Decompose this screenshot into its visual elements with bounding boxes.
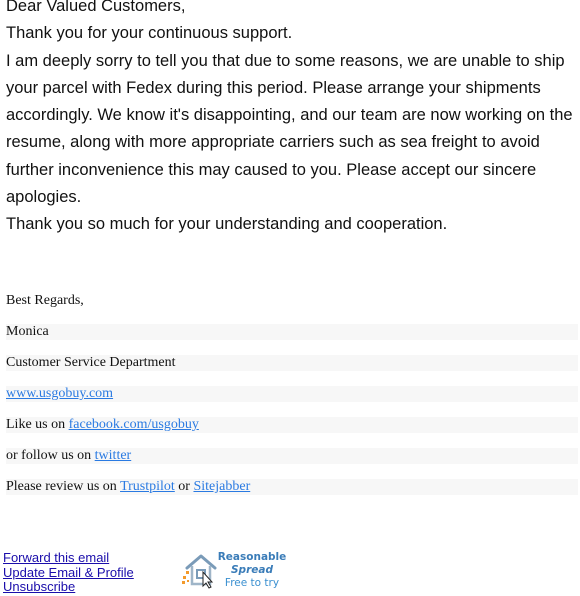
update-profile-link[interactable]: Update Email & Profile <box>3 564 134 580</box>
forward-email-link[interactable]: Forward this email <box>3 550 110 565</box>
badge-line3: Free to try <box>224 577 280 589</box>
or-text: or <box>174 479 194 494</box>
badge-line1: Reasonable <box>217 551 287 563</box>
greeting: Dear Valued Customers, <box>6 0 186 15</box>
department-text: Customer Service Department <box>6 355 176 370</box>
body-paragraph: I am deeply sorry to tell you that due to some reasons, we are unable to ship your parcel with Fedex during this period. Please arrange your shipments accordingly. We know it's disappointing, and our team are now working on the resume, along with more appropriate carriers such as sea freight to avoid further inconvenience this may caused to you. Please accept our sincere apologies. <box>6 51 573 207</box>
like-prefix: Like us on <box>6 417 69 432</box>
thanks-line: Thank you for your continuous support. <box>6 24 293 43</box>
signature-twitter <box>6 448 578 464</box>
signature-review <box>6 479 578 495</box>
sitejabber-link[interactable]: Sitejabber <box>193 479 251 494</box>
twitter-link[interactable]: twitter <box>94 448 132 463</box>
unsubscribe-link[interactable]: Unsubscribe <box>3 579 76 594</box>
signature-website <box>6 386 578 402</box>
badge-line2: Spread <box>231 564 273 576</box>
signature-department <box>6 355 578 371</box>
signature-facebook <box>6 417 578 433</box>
review-prefix: Please review us on <box>6 479 121 494</box>
reasonable-spread-logo-icon <box>181 550 217 590</box>
trustpilot-link[interactable]: Trustpilot <box>120 479 175 494</box>
name-text: Monica <box>6 324 49 339</box>
badge-text <box>217 551 287 590</box>
signature-name <box>6 324 578 340</box>
facebook-link[interactable]: facebook.com/usgobuy <box>68 417 199 432</box>
reasonable-spread-badge[interactable] <box>181 548 291 594</box>
regards-text: Best Regards, <box>6 293 84 308</box>
follow-prefix: or follow us on <box>6 448 95 463</box>
website-link[interactable]: www.usgobuy.com <box>6 386 114 401</box>
footer-links <box>3 551 134 595</box>
closing-line: Thank you so much for your understanding and cooperation. <box>6 215 448 234</box>
signature-regards <box>6 293 578 309</box>
email-message <box>6 0 578 239</box>
